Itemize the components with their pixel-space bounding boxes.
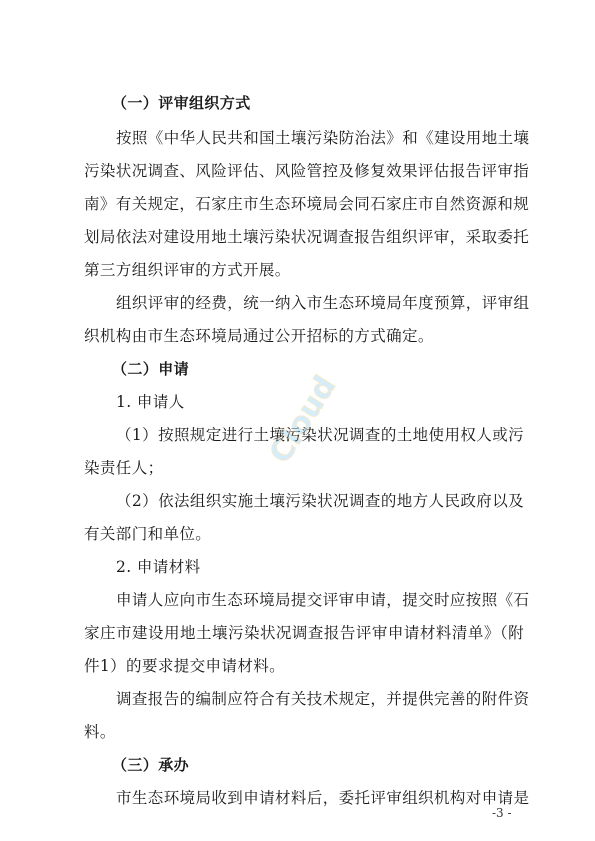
section-heading-application: （二）申请 <box>112 360 190 378</box>
paragraph-line: 南》有关规定，石家庄市生态环境局会同石家庄市自然资源和规 <box>84 195 530 213</box>
paragraph-line: 划局依法对建设用地土壤污染状况调查报告组织评审，采取委托 <box>84 228 530 246</box>
paragraph-line: 组织评审的经费，统一纳入市生态环境局年度预算，评审组 <box>116 294 530 312</box>
page-number: -3 - <box>492 806 512 820</box>
list-item-line: （1）按照规定进行土壤污染状况调查的土地使用权人或污 <box>116 426 524 444</box>
paragraph-line: 按照《中华人民共和国土壤污染防治法》和《建设用地土壤 <box>116 129 530 147</box>
paragraph-line: 织机构由市生态环境局通过公开招标的方式确定。 <box>84 327 434 345</box>
paragraph-line: 料。 <box>84 723 116 741</box>
paragraph-line: 污染状况调查、风险评估、风险管控及修复效果评估报告评审指 <box>84 162 530 180</box>
section-heading-review-organization: （一）评审组织方式 <box>112 94 251 112</box>
paragraph-line: 调查报告的编制应符合有关技术规定，并提供完善的附件资 <box>116 690 530 708</box>
list-item-line: 有关部门和单位。 <box>84 525 212 543</box>
list-item-line: （2）依法组织实施土壤污染状况调查的地方人民政府以及 <box>116 492 524 510</box>
subheading-application-materials: 2. 申请材料 <box>116 558 201 576</box>
paragraph-line: 第三方组织评审的方式开展。 <box>84 261 291 279</box>
paragraph-line: 申请人应向市生态环境局提交评审申请，提交时应按照《石 <box>116 591 530 609</box>
svg-text:Cloud: Cloud <box>262 369 344 470</box>
paragraph-line: 市生态环境局收到申请材料后，委托评审组织机构对申请是 <box>116 789 530 807</box>
paragraph-line: 家庄市建设用地土壤污染状况调查报告评审申请材料清单》（附 <box>84 624 524 642</box>
list-item-line: 染责任人； <box>84 459 164 477</box>
subheading-applicant: 1. 申请人 <box>116 393 185 411</box>
paragraph-line: 件1）的要求提交申请材料。 <box>84 657 286 675</box>
section-heading-handling: （三）承办 <box>112 756 190 774</box>
